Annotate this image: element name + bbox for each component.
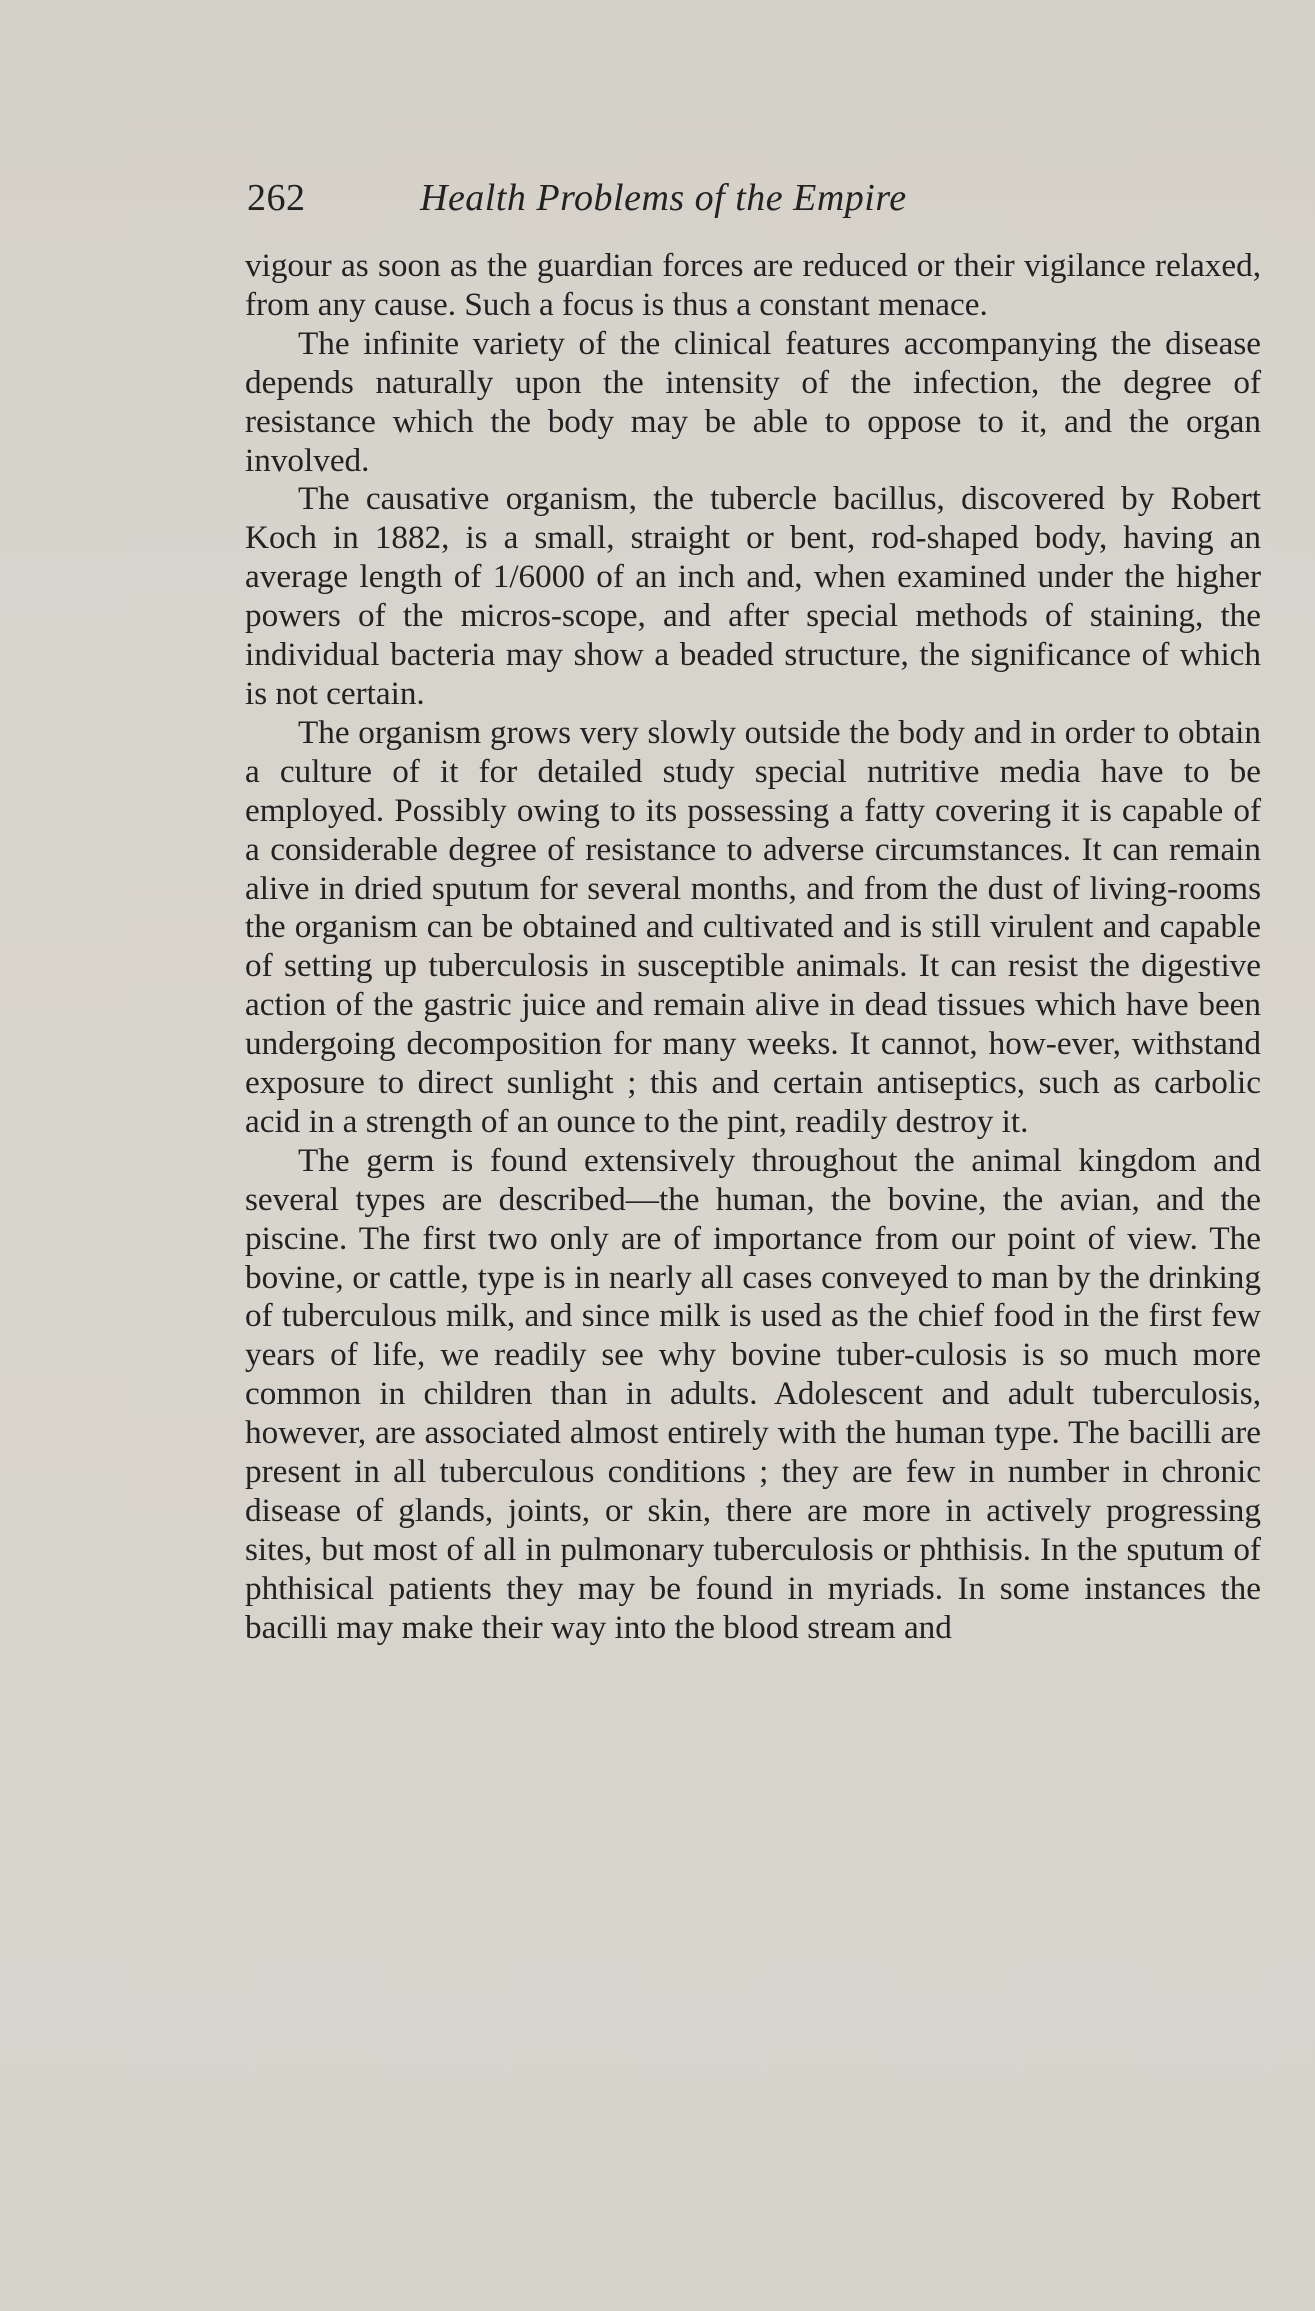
page-header [247, 168, 1082, 228]
paragraph-3: The causative organism, the tubercle bacillus, discovered by Robert Koch in 1882, is a small, straight or bent, rod-shaped body, having an average length of 1/6000 of an inch and, when examined under the higher powers of the micros-scope, and after special methods of staining, the individual bacteria may show a beaded structure, the significance of which is not certain. [245, 480, 1261, 712]
paragraph-4: The organism grows very slowly outside the body and in order to obtain a culture of it for detailed study special nutritive media have to be employed. Possibly owing to its possessing a fatty covering it is capable of a considerable degree of resistance to adverse circumstances. It can remain alive in dried sputum for several months, and from the dust of living-rooms the organism can be obtained and cultivated and is still virulent and capable of setting up tuberculosis in susceptible animals. It can resist the digestive action of the gastric juice and remain alive in dead tissues which have been undergoing decomposition for many weeks. It cannot, how-ever, withstand exposure to direct sunlight ; this and certain antiseptics, such as carbolic acid in a strength of an ounce to the pint, readily destroy it. [245, 713, 1261, 1140]
paragraph-5: The germ is found extensively throughout the animal kingdom and several types are described—the human, the bovine, the avian, and the piscine. The first two only are of importance from our point of view. The bovine, or cattle, type is in nearly all cases conveyed to man by the drinking of tuberculous milk, and since milk is used as the chief food in the first few years of life, we readily see why bovine tuber-culosis is so much more common in children than in adults. Adolescent and adult tuberculosis, however, are associated almost entirely with the human type. The bacilli are present in all tuberculous conditions ; they are few in number in chronic disease of glands, joints, or skin, there are more in actively progressing sites, but most of all in pulmonary tuberculosis or phthisis. In the sputum of phthisical patients they may be found in myriads. In some instances the bacilli may make their way into the blood stream and [245, 1141, 1261, 1646]
paragraph-2: The infinite variety of the clinical features accompanying the disease depends naturally upon the intensity of the infection, the degree of resistance which the body may be able to oppose to it, and the organ involved. [245, 324, 1261, 479]
paragraph-1: vigour as soon as the guardian forces are reduced or their vigilance relaxed, from any cause. Such a focus is thus a constant menace. [245, 247, 1261, 323]
page-number: 262 [247, 177, 306, 219]
running-title: Health Problems of the Empire [420, 177, 907, 219]
body-text [245, 247, 1261, 1648]
